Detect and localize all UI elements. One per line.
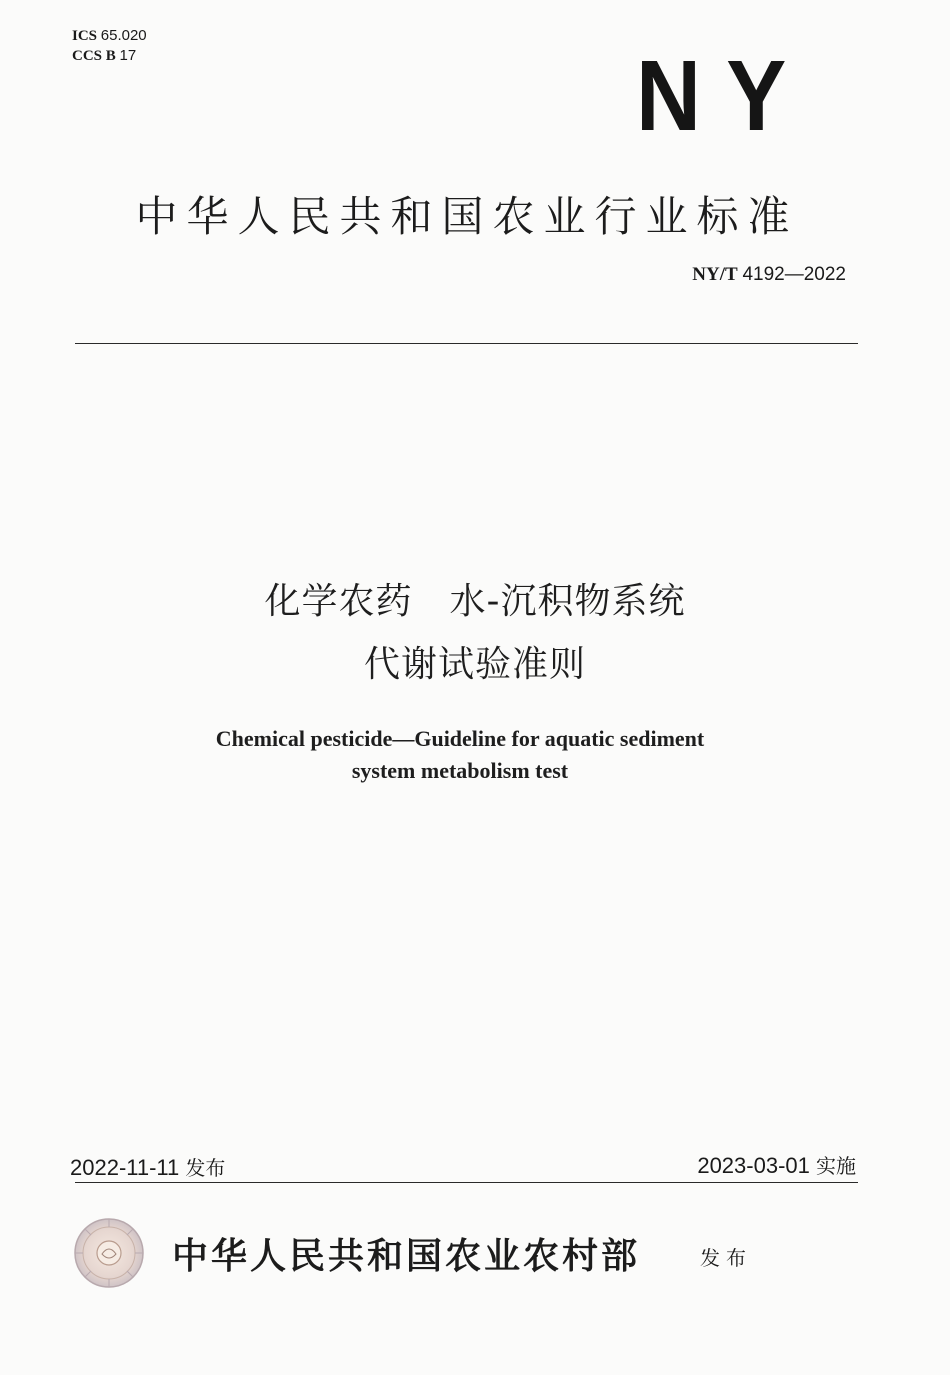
ccs-label: CCS B xyxy=(72,48,116,64)
footer-divider xyxy=(75,1182,858,1183)
effective-date: 2023-03-01 xyxy=(697,1153,810,1178)
ccs-line xyxy=(72,46,147,66)
cn-title-line2: 代谢试验准则 xyxy=(363,644,586,685)
standard-number-prefix: NY/T xyxy=(692,264,738,285)
en-title-line2: system metabolism test xyxy=(351,758,569,783)
publish-label: 发布 xyxy=(700,1246,752,1270)
issue-date: 2022-11-11 xyxy=(70,1155,180,1180)
ministry-seal-icon xyxy=(72,1216,146,1290)
issue-date-block xyxy=(70,1152,225,1181)
standard-category-title: 中华人民共和国农业行业标准 xyxy=(135,192,799,241)
en-title-line1: Chemical pesticide—Guideline for aquatic sediment xyxy=(215,726,705,751)
cn-title-line1: 化学农药 水-沉积物系统 xyxy=(264,581,686,622)
standard-number-value: 4192—2022 xyxy=(742,264,846,285)
header-divider xyxy=(75,343,858,344)
publisher-name: 中华人民共和国农业农村部 xyxy=(172,1235,641,1277)
ics-code: 65.020 xyxy=(100,27,147,44)
effective-label: 实施 xyxy=(816,1154,856,1178)
ics-label: ICS xyxy=(72,28,98,44)
ny-logo: NY xyxy=(636,40,812,152)
effective-date-block xyxy=(697,1150,856,1179)
classification-codes xyxy=(72,26,147,66)
ccs-code: 17 xyxy=(119,47,137,64)
issue-label: 发布 xyxy=(185,1156,226,1180)
standard-number xyxy=(692,264,846,286)
ics-line xyxy=(72,26,147,46)
